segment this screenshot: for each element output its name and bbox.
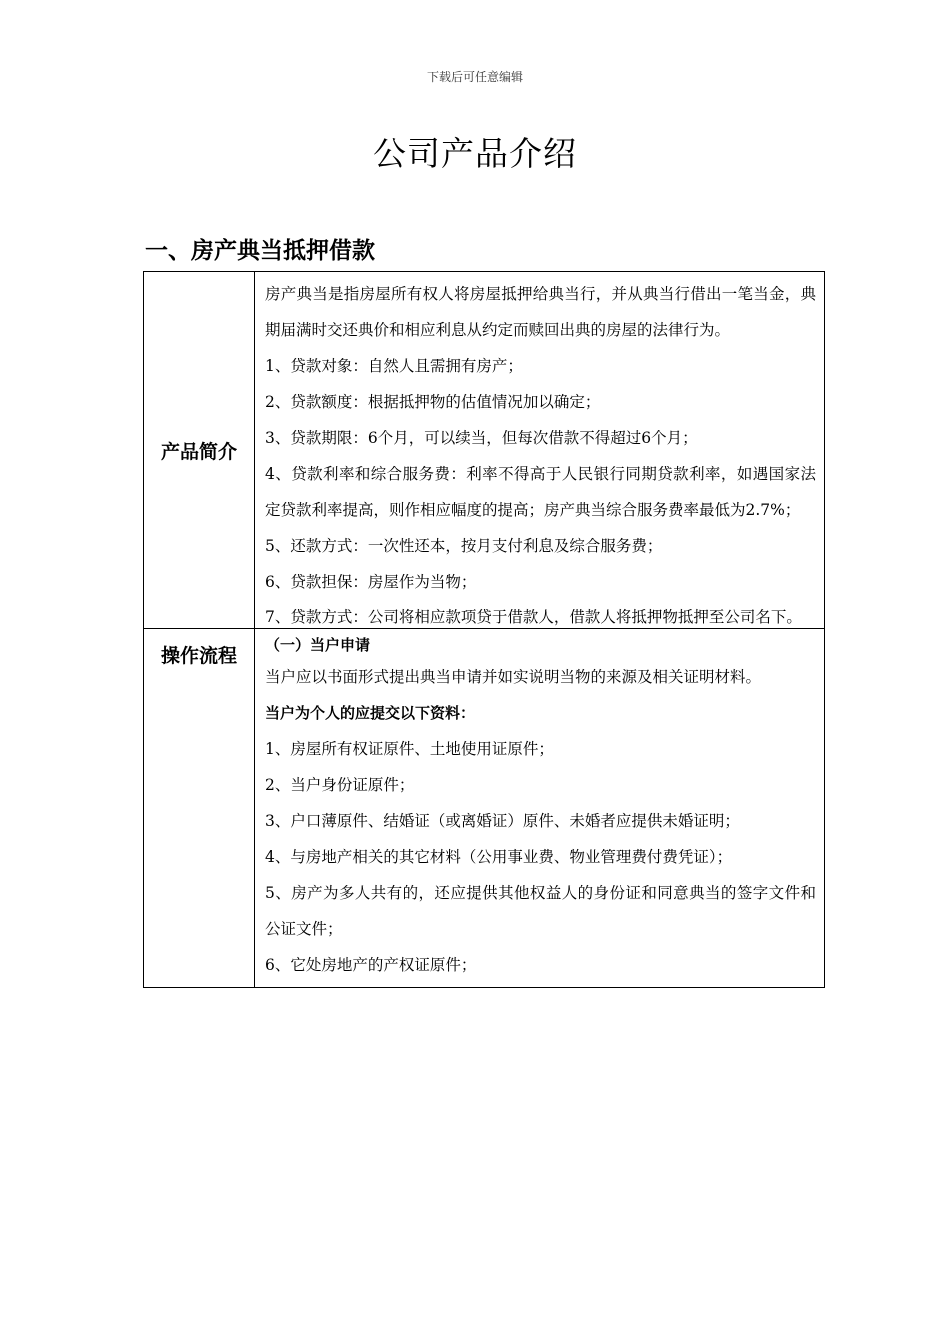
process-item: 3、户口薄原件、结婚证（或离婚证）原件、未婚者应提供未婚证明； — [265, 812, 740, 830]
intro-row — [144, 272, 825, 629]
process-content-cell — [255, 629, 825, 988]
process-item: 6、它处房地产的产权证原件； — [265, 956, 477, 974]
header-note: 下载后可任意编辑 — [426, 70, 523, 84]
page-title: 公司产品介绍 — [373, 134, 577, 173]
process-paragraph: 当户应以书面形式提出典当申请并如实说明当物的来源及相关证明材料。 — [265, 668, 762, 686]
intro-item: 6、贷款担保：房屋作为当物； — [265, 573, 477, 591]
intro-label-cell — [144, 272, 255, 629]
process-label-cell — [144, 629, 255, 988]
section-heading: 一、房产典当抵押借款 — [145, 238, 375, 264]
intro-item: 7、贷款方式：公司将相应款项贷于借款人，借款人将抵押物抵押至公司名下。 — [265, 608, 802, 626]
intro-paragraph: 房产典当是指房屋所有权人将房屋抵押给典当行，并从典当行借出一笔当金，典期届满时交还典价和相应利息从约定而赎回出典的房屋的法律行为。 — [265, 285, 816, 339]
intro-content-cell — [255, 272, 825, 629]
intro-item: 2、贷款额度：根据抵押物的估值情况加以确定； — [265, 393, 601, 411]
intro-item: 5、还款方式：一次性还本，按月支付利息及综合服务费； — [265, 537, 663, 555]
process-item: 4、与房地产相关的其它材料（公用事业费、物业管理费付费凭证）； — [265, 848, 733, 866]
process-row — [144, 629, 825, 988]
intro-item: 1、贷款对象：自然人且需拥有房产； — [265, 357, 523, 375]
process-label: 操作流程 — [160, 645, 237, 667]
process-item: 2、当户身份证原件； — [265, 776, 415, 794]
intro-item: 4、贷款利率和综合服务费：利率不得高于人民银行同期贷款利率，如遇国家法定贷款利率提高，则作相应幅度的提高；房产典当综合服务费率最低为2.7%； — [265, 465, 816, 519]
process-bold-heading: 当户为个人的应提交以下资料： — [265, 704, 476, 722]
process-item: 5、房产为多人共有的，还应提供其他权益人的身份证和同意典当的签字文件和公证文件； — [265, 884, 816, 938]
product-table — [143, 271, 825, 988]
process-item: 1、房屋所有权证原件、土地使用证原件； — [265, 740, 554, 758]
intro-item: 3、贷款期限：6个月，可以续当，但每次借款不得超过6个月； — [265, 429, 698, 447]
intro-label: 产品简介 — [160, 440, 237, 463]
process-subheading: （一）当户申请 — [265, 636, 371, 654]
